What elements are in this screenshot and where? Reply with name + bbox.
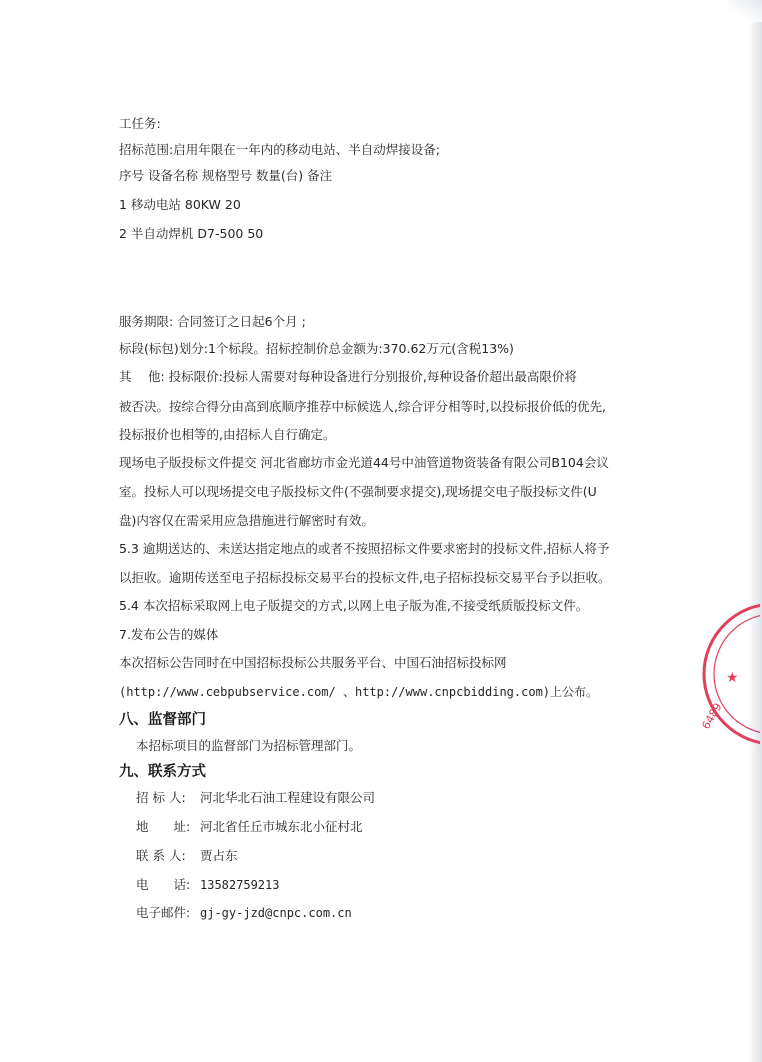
text-line: 投标报价也相等的,由招标人自行确定。 (119, 427, 336, 442)
text-line: 现场电子版投标文件提交 河北省廊坊市金光道44号中油管道物资装备有限公司B104会议 (119, 455, 609, 470)
text-line: 室。投标人可以现场提交电子版投标文件(不强制要求提交),现场提交电子版投标文件(U (119, 484, 597, 499)
text-line: (http://www.cebpubservice.com/ 、http://www.cnpcbidding.com)上公布。 (119, 685, 599, 699)
section-heading-contact: 九、联系方式 (119, 764, 206, 780)
text-line: 标段(标包)划分:1个标段。招标控制价总金额为:370.62万元(含税13%) (119, 341, 514, 356)
text-line: 服务期限: 合同签订之日起6个月 ; (119, 314, 306, 329)
contact-row-person (136, 848, 238, 864)
seal-star-icon: ★ (726, 670, 739, 686)
text-line: 7.发布公告的媒体 (119, 627, 219, 642)
text-line: 盘)内容仅在需采用应急措施进行解密时有效。 (119, 513, 374, 528)
contact-row-address (136, 819, 363, 835)
text-line: 2 半自动焊机 D7-500 50 (119, 226, 264, 241)
contact-label: 电 话: (136, 877, 191, 892)
supervision-text: 本招标项目的监督部门为招标管理部门。 (136, 738, 362, 753)
contact-email: gj-gy-jzd@cnpc.com.cn (200, 906, 352, 920)
contact-value: 河北华北石油工程建设有限公司 (200, 790, 376, 805)
contact-row-email (136, 905, 352, 921)
text-line: 5.4 本次招标采取网上电子版提交的方式,以网上电子版为准,不接受纸质版投标文件。 (119, 598, 589, 613)
text-line: 招标范围:启用年限在一年内的移动电站、半自动焊接设备; (119, 142, 440, 157)
contact-value: 贾占东 (200, 848, 238, 863)
page-edge-shadow (748, 0, 762, 1062)
text-line: 工任务: (119, 116, 161, 131)
seal-number: 6489 (699, 700, 725, 732)
contact-label: 地 址: (136, 819, 191, 834)
text-line: 以拒收。逾期传送至电子招标投标交易平台的投标文件,电子招标投标交易平台予以拒收。 (119, 570, 611, 585)
text-line: 本次招标公告同时在中国招标投标公共服务平台、中国石油招标投标网 (119, 655, 507, 670)
contact-value: 13582759213 (200, 878, 280, 892)
contact-label: 招 标 人: (136, 790, 186, 805)
official-seal (696, 598, 760, 748)
contact-row-tenderer (136, 790, 375, 806)
section-heading-supervision: 八、监督部门 (119, 712, 206, 728)
text-line: 被否决。按综合得分由高到底顺序推荐中标候选人,综合评分相等时,以投标报价低的优先, (119, 399, 606, 414)
text-line: 1 移动电站 80KW 20 (119, 197, 241, 212)
contact-label: 联 系 人: (136, 848, 186, 863)
text-line: 5.3 逾期送达的、未送达指定地点的或者不按照招标文件要求密封的投标文件,招标人将予 (119, 541, 610, 556)
contact-value: 河北省任丘市城东北小征村北 (200, 819, 363, 834)
contact-label: 电子邮件: (136, 905, 191, 920)
contact-row-phone (136, 877, 279, 893)
text-line: 序号 设备名称 规格型号 数量(台) 备注 (119, 168, 333, 183)
text-line: 其 他: 投标限价:投标人需要对每种设备进行分别报价,每种设备价超出最高限价将 (119, 369, 577, 384)
page-corner-fold (728, 0, 762, 22)
